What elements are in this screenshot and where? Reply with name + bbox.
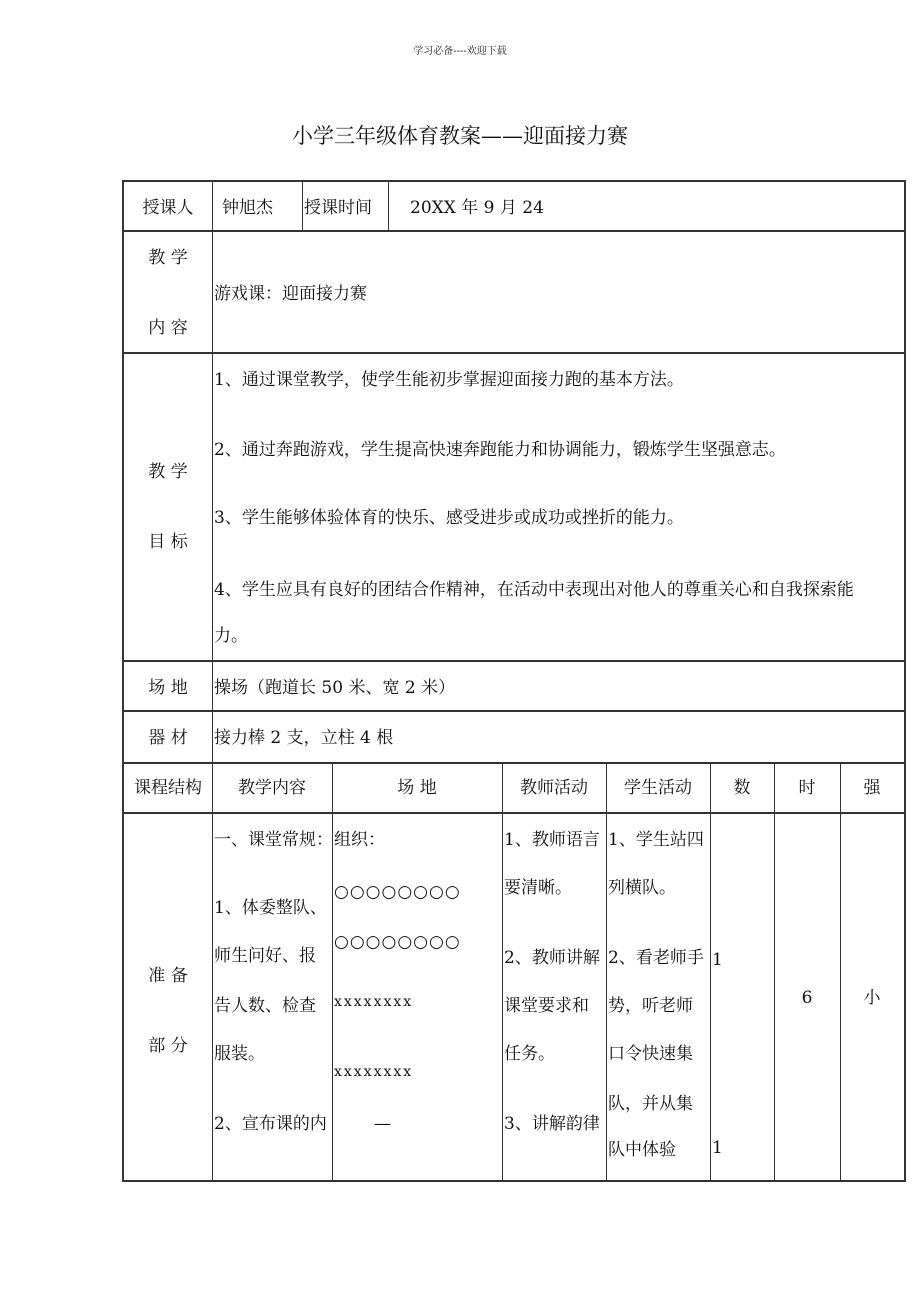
formation-circles-row: ○○○○○○○○ [334, 882, 461, 902]
col-header-time: 时 [798, 778, 816, 798]
prep-teacher-line: 2、教师讲解 [504, 948, 600, 968]
formation-circles-row: ○○○○○○○○ [334, 932, 461, 952]
teacher-label: 授课人 [142, 198, 194, 218]
teacher-name: 钟旭杰 [222, 198, 273, 218]
equipment-text: 接力棒 2 支，立柱 4 根 [214, 728, 394, 748]
teacher-position-mark: — [374, 1114, 391, 1134]
col-header-intensity: 强 [863, 778, 881, 798]
col-header-venue: 场 地 [397, 778, 437, 798]
prep-label-2: 部 分 [148, 1036, 188, 1056]
prep-venue-line: 组织： [334, 830, 385, 850]
prep-content-line: 服装。 [214, 1044, 265, 1064]
goal-item: 2、通过奔跑游戏，学生提高快速奔跑能力和协调能力，锻炼学生坚强意志。 [214, 440, 786, 460]
prep-teacher-line: 要清晰。 [504, 878, 572, 898]
prep-content-line: 2、宣布课的内 [214, 1114, 327, 1134]
prep-count-a: 1 [712, 950, 723, 970]
goal-item: 4、学生应具有良好的团结合作精神，在活动中表现出对他人的尊重关心和自我探索能 [214, 580, 854, 600]
prep-student-line: 2、看老师手 [608, 948, 704, 968]
venue-text: 操场（跑道长 50 米、宽 2 米） [214, 678, 456, 698]
time-label: 授课时间 [304, 198, 372, 218]
prep-time: 6 [801, 988, 813, 1008]
prep-teacher-line: 任务。 [504, 1044, 555, 1064]
col-header-content: 教学内容 [238, 778, 306, 798]
prep-student-line: 队，并从集 [608, 1094, 693, 1114]
prep-student-line: 队中体验 [608, 1140, 676, 1160]
goals-label-2: 目 标 [148, 532, 188, 552]
col-header-teacher: 教师活动 [520, 778, 588, 798]
goal-item: 1、通过课堂教学，使学生能初步掌握迎面接力跑的基本方法。 [214, 370, 684, 390]
prep-teacher-line: 1、教师语言 [504, 830, 600, 850]
prep-teacher-line: 3、讲解韵律 [504, 1114, 600, 1134]
prep-intensity: 小 [863, 988, 881, 1008]
prep-student-line: 列横队。 [608, 878, 676, 898]
page-header-watermark: 学习必备----欢迎下载 [413, 46, 507, 57]
lesson-plan-table [122, 180, 906, 1182]
venue-label: 场 地 [148, 678, 188, 698]
col-header-count: 数 [733, 778, 751, 798]
prep-content-line: 师生问好、报 [214, 946, 316, 966]
prep-label-1: 准 备 [148, 966, 188, 986]
goal-item: 3、学生能够体验体育的快乐、感受进步或成功或挫折的能力。 [214, 508, 684, 528]
prep-student-line: 1、学生站四 [608, 830, 704, 850]
col-header-structure: 课程结构 [134, 778, 202, 798]
prep-content-line: 1、体委整队、 [214, 898, 327, 918]
lesson-date: 20XX 年 9 月 24 [410, 198, 544, 218]
content-label-2: 内 容 [148, 318, 188, 338]
prep-student-line: 势，听老师 [608, 996, 693, 1016]
col-header-student: 学生活动 [624, 778, 692, 798]
prep-student-line: 口令快速集 [608, 1044, 693, 1064]
equipment-label: 器 材 [148, 728, 188, 748]
prep-count-b: 1 [712, 1138, 723, 1158]
content-label-1: 教 学 [148, 248, 188, 268]
prep-content-line: 告人数、检查 [214, 996, 316, 1016]
goals-label-1: 教 学 [148, 462, 188, 482]
formation-cross-row: xxxxxxxx [334, 994, 414, 1010]
goal-item: 力。 [214, 626, 248, 646]
formation-cross-row: xxxxxxxx [334, 1064, 414, 1080]
prep-teacher-line: 课堂要求和 [504, 996, 589, 1016]
content-text: 游戏课：迎面接力赛 [214, 284, 367, 304]
page-title: 小学三年级体育教案——迎面接力赛 [292, 124, 628, 148]
prep-content-line: 一、课堂常规： [214, 830, 333, 850]
